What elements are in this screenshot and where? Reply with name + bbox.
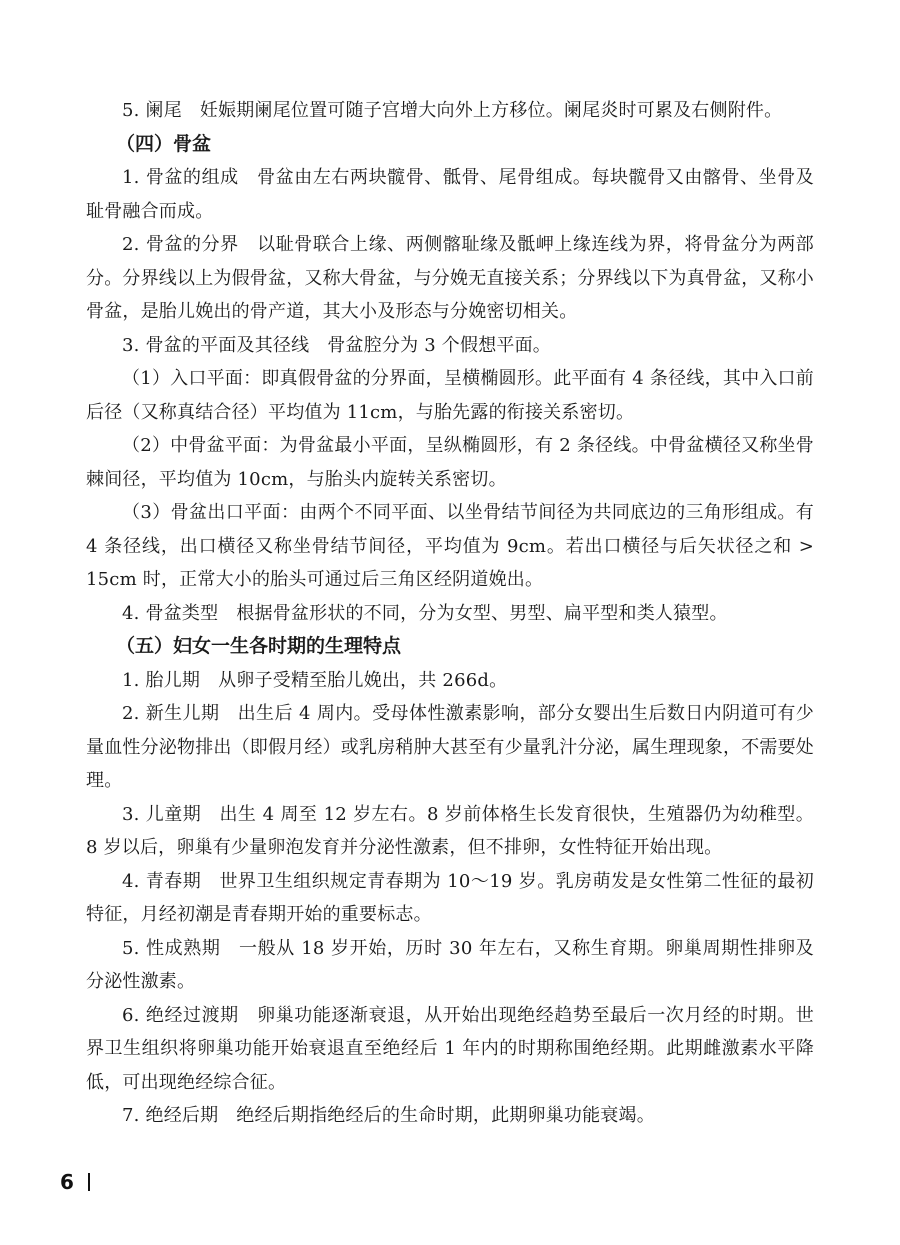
paragraph-sexual-maturity (86, 932, 814, 999)
paragraph-appendix (86, 94, 814, 128)
item-text: 根据骨盆形状的不同，分为女型、男型、扁平型和类人猿型。 (236, 602, 728, 624)
item-lead: 2. 骨盆的分界 (122, 234, 239, 255)
item-text: 骨盆由左右两块髋骨、骶骨、尾骨组成。每块髋骨又由髂骨、坐骨及耻骨融合而成。 (86, 167, 814, 222)
paragraph-fetal-period (86, 664, 814, 698)
item-text: 一般从 18 岁开始，历时 30 年左右，又称生育期。卵巢周期性排卵及分泌性激素。 (86, 937, 815, 992)
paragraph-pelvis-types (86, 597, 814, 631)
paragraph-mid-plane: （2）中骨盆平面：为骨盆最小平面，呈纵椭圆形，有 2 条径线。中骨盆横径又称坐骨棘间径，平均值为 10cm，与胎头内旋转关系密切。 (86, 435, 814, 490)
paragraph-outlet-plane: （3）骨盆出口平面：由两个不同平面、以坐骨结节间径为共同底边的三角形组成。有 4 条径线，出口横径又称坐骨结节间径，平均值为 9cm。若出口横径与后矢状径之和 > 15cm 时，正常大小的胎头可通过后三角区经阴道娩出。 (86, 502, 814, 590)
item-lead: 4. 骨盆类型 (122, 602, 219, 624)
paragraph-pelvis-planes (86, 329, 814, 363)
page-body (86, 94, 814, 1133)
paragraph-childhood (86, 798, 814, 865)
item-text: 出生后 4 周内。受母体性激素影响，部分女婴出生后数日内阴道可有少量血性分泌物排出（即假月经）或乳房稍肿大甚至有少量乳汁分泌，属生理现象，不需要处理。 (86, 703, 814, 791)
paragraph-menopausal-transition (86, 999, 814, 1100)
item-lead: 1. 胎儿期 (122, 669, 201, 691)
item-text: 出生 4 周至 12 岁左右。8 岁前体格生长发育很快，生殖器仍为幼稚型。8 岁以后，卵巢有少量卵泡发育并分泌性激素，但不排卵，女性特征开始出现。 (86, 803, 814, 858)
item-lead: 3. 骨盆的平面及其径线 (122, 334, 310, 356)
paragraph-postmenopause (86, 1099, 814, 1133)
item-lead: 3. 儿童期 (122, 803, 202, 825)
paragraph-neonatal-period (86, 697, 814, 798)
item-text: 骨盆腔分为 3 个假想平面。 (327, 334, 551, 356)
item-text: 绝经后期指绝经后的生命时期，此期卵巢功能衰竭。 (236, 1105, 655, 1126)
page-footer (60, 1170, 90, 1194)
footer-divider (88, 1173, 90, 1191)
page-number: 6 (60, 1170, 74, 1194)
paragraph-pelvis-boundary (86, 228, 814, 329)
item-text: 世界卫生组织规定青春期为 10～19 岁。乳房萌发是女性第二性征的最初特征，月经初潮是青春期开始的重要标志。 (86, 870, 814, 925)
section-heading-life-stages: （五）妇女一生各时期的生理特点 (116, 635, 402, 657)
item-text: 以耻骨联合上缘、两侧髂耻缘及骶岬上缘连线为界，将骨盆分为两部分。分界线以上为假骨盆，又称大骨盆，与分娩无直接关系；分界线以下为真骨盆，又称小骨盆，是胎儿娩出的骨产道，其大小及形态与分娩密切相关。 (86, 234, 814, 322)
section-heading-pelvis: （四）骨盆 (116, 132, 212, 155)
item-lead: 7. 绝经后期 (122, 1105, 219, 1126)
paragraph-adolescence (86, 865, 814, 932)
item-lead: 1. 骨盆的组成 (122, 167, 239, 188)
paragraph-pelvis-composition (86, 161, 814, 228)
item-lead: 2. 新生儿期 (122, 703, 220, 724)
item-lead: 6. 绝经过渡期 (122, 1004, 239, 1026)
item-lead: 5. 性成熟期 (122, 937, 221, 959)
item-lead: 4. 青春期 (122, 870, 202, 892)
item-text: 妊娠期阑尾位置可随子宫增大向外上方移位。阑尾炎时可累及右侧附件。 (199, 100, 783, 121)
item-text: 卵巢功能逐渐衰退，从开始出现绝经趋势至最后一次月经的时期。世界卫生组织将卵巢功能开始衰退直至绝经后 1 年内的时期称围绝经期。此期雌激素水平降低，可出现绝经综合征。 (86, 1004, 814, 1093)
item-lead: 5. 阑尾 (122, 100, 182, 121)
paragraph-inlet-plane: （1）入口平面：即真假骨盆的分界面，呈横椭圆形。此平面有 4 条径线，其中入口前后径（又称真结合径）平均值为 11cm，与胎先露的衔接关系密切。 (86, 368, 814, 423)
item-text: 从卵子受精至胎儿娩出，共 266d。 (218, 669, 508, 691)
